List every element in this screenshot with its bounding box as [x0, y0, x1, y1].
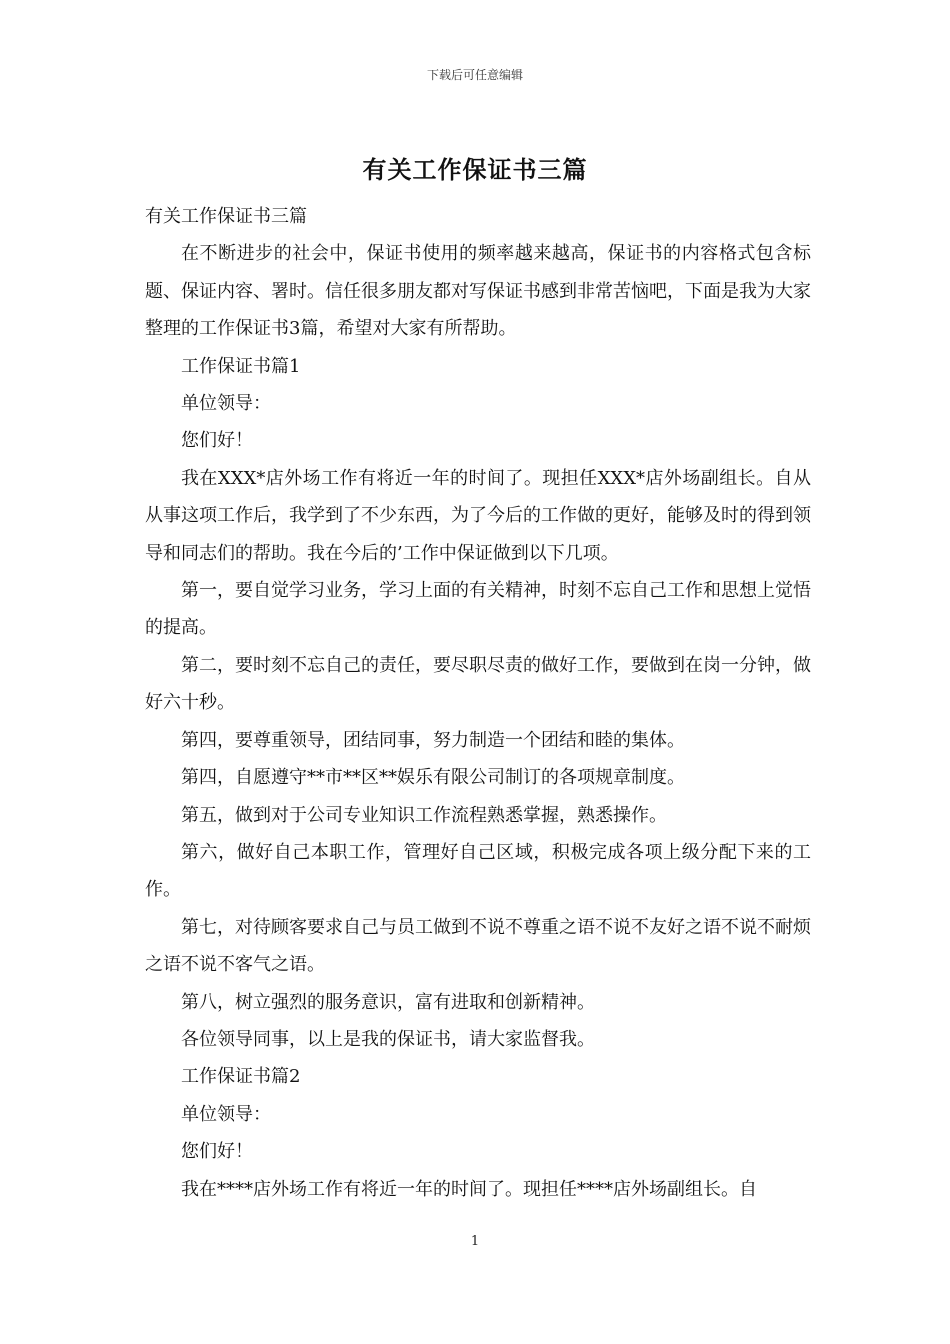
page-number: 1 [470, 1234, 480, 1249]
salutation-recipient: 单位领导： [181, 1103, 271, 1125]
salutation-greeting: 您们好！ [181, 430, 253, 452]
paragraph: 第八，树立强烈的服务意识，富有进取和创新精神。 [181, 991, 595, 1013]
paragraph: 第五，做到对于公司专业知识工作流程熟悉掌握，熟悉操作。 [181, 804, 667, 826]
paragraph: 第二，要时刻不忘自己的责任，要尽职尽责的做好工作，要做到在岗一分钟，做好六十秒。 [145, 654, 811, 714]
paragraph-intro: 在不断进步的社会中，保证书使用的频率越来越高，保证书的内容格式包含标题、保证内容、署时。信任很多朋友都对写保证书感到非常苦恼吧，下面是我为大家整理的工作保证书3篇，希望对大家有所帮助。 [145, 243, 811, 340]
paragraph: 第七，对待顾客要求自己与员工做到不说不尊重之语不说不友好之语不说不耐烦之语不说不客气之语。 [145, 916, 811, 976]
paragraph: 我在XXX*店外场工作有将近一年的时间了。现担任XXX*店外场副组长。自从从事这项工作后，我学到了不少东西，为了今后的工作做的更好，能够及时的得到领导和同志们的帮助。我在今后的’工作中保证做到以下几项。 [145, 467, 811, 564]
document-subtitle: 有关工作保证书三篇 [145, 206, 307, 227]
header-note: 下载后可任意编辑 [426, 68, 523, 82]
paragraph: 第四，自愿遵守**市**区**娱乐有限公司制订的各项规章制度。 [181, 767, 685, 789]
closing-paragraph: 各位领导同事，以上是我的保证书，请大家监督我。 [181, 1028, 595, 1050]
paragraph: 第六，做好自己本职工作，管理好自己区域，积极完成各项上级分配下来的工作。 [145, 841, 811, 901]
salutation-greeting: 您们好！ [181, 1141, 253, 1163]
paragraph: 第一，要自觉学习业务，学习上面的有关精神，时刻不忘自己工作和思想上觉悟的提高。 [145, 580, 811, 639]
document-title: 有关工作保证书三篇 [362, 155, 588, 184]
salutation-recipient: 单位领导： [181, 393, 271, 415]
section-heading-2: 工作保证书篇2 [181, 1066, 301, 1088]
paragraph: 我在****店外场工作有将近一年的时间了。现担任****店外场副组长。自 [181, 1178, 757, 1200]
document-body [145, 198, 811, 1208]
paragraph: 第四，要尊重领导，团结同事，努力制造一个团结和睦的集体。 [181, 729, 685, 751]
section-heading-1: 工作保证书篇1 [181, 355, 301, 377]
